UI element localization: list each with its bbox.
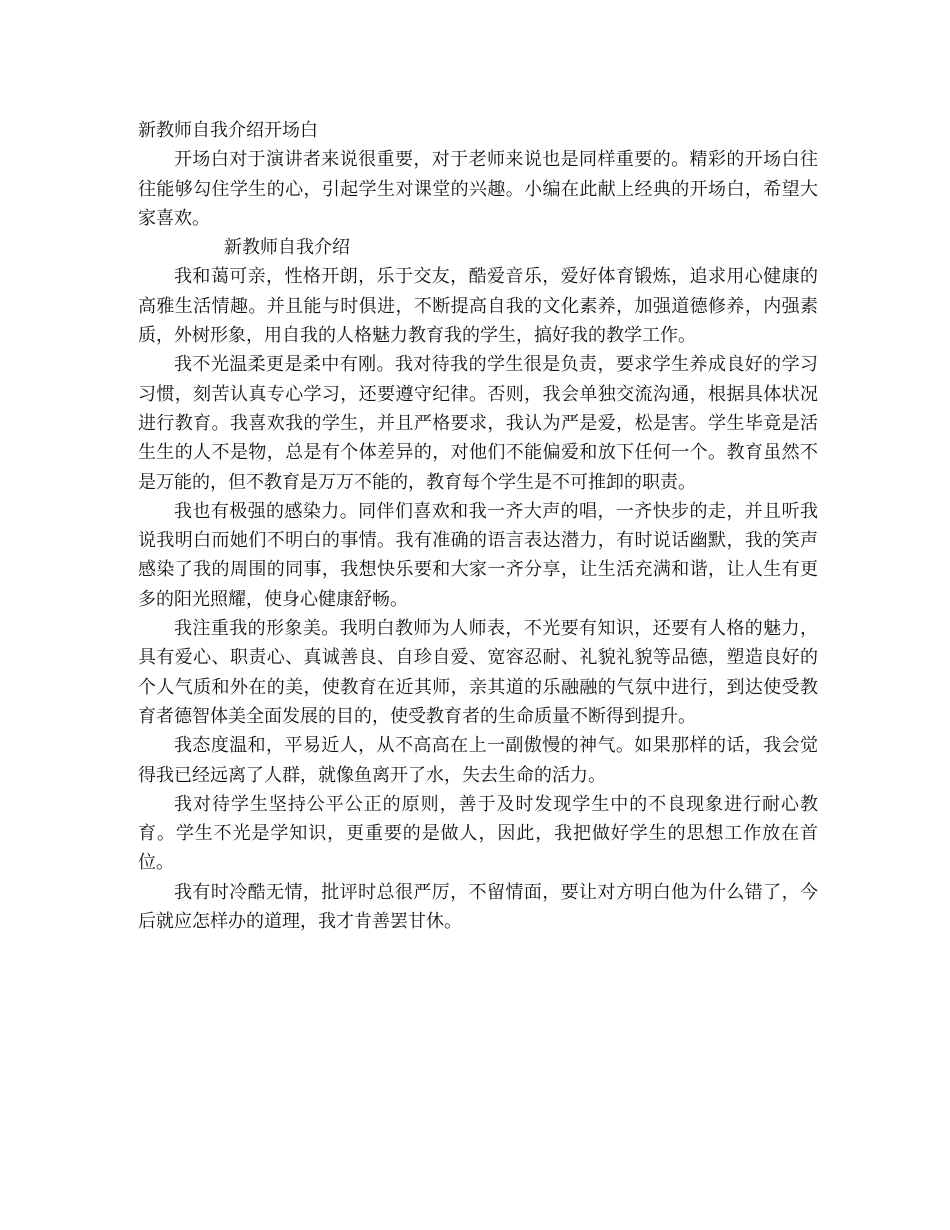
body-paragraph-5: 我态度温和，平易近人，从不高高在上一副傲慢的神气。如果那样的话，我会觉得我已经远离了人群，就像鱼离开了水，失去生命的活力。 bbox=[138, 735, 818, 786]
document-body bbox=[138, 116, 818, 936]
body-paragraph-4: 我注重我的形象美。我明白教师为人师表，不光要有知识，还要有人格的魅力，具有爱心、职责心、真诚善良、自珍自爱、宽容忍耐、礼貌礼貌等品德，塑造良好的个人气质和外在的美，使教育在近其师，亲其道的乐融融的气氛中进行，到达使受教育者德智体美全面发展的目的，使受教育者的生命质量不断得到提升。 bbox=[138, 618, 818, 727]
intro-paragraph: 开场白对于演讲者来说很重要，对于老师来说也是同样重要的。精彩的开场白往往能够勾住学生的心，引起学生对课堂的兴趣。小编在此献上经典的开场白，希望大家喜欢。 bbox=[138, 149, 818, 229]
document-title: 新教师自我介绍开场白 bbox=[138, 120, 318, 141]
body-paragraph-7: 我有时冷酷无情，批评时总很严厉，不留情面，要让对方明白他为什么错了，今后就应怎样办的道理，我才肯善罢甘休。 bbox=[138, 881, 818, 933]
body-paragraph-1: 我和蔼可亲，性格开朗，乐于交友，酷爱音乐，爱好体育锻炼，追求用心健康的高雅生活情趣。并且能与时俱进，不断提高自我的文化素养，加强道德修养，内强素质，外树形象，用自我的人格魅力教育我的学生，搞好我的教学工作。 bbox=[138, 266, 818, 347]
body-paragraph-3: 我也有极强的感染力。同伴们喜欢和我一齐大声的唱，一齐快步的走，并且听我说我明白而她们不明白的事情。我有准确的语言表达潜力，有时说话幽默，我的笑声感染了我的周围的同事，我想快乐要和大家一齐分享，让生活充满和谐，让人生有更多的阳光照耀，使身心健康舒畅。 bbox=[138, 500, 818, 610]
body-paragraph-6: 我对待学生坚持公平公正的原则，善于及时发现学生中的不良现象进行耐心教育。学生不光是学知识，更重要的是做人，因此，我把做好学生的思想工作放在首位。 bbox=[138, 793, 818, 874]
body-paragraph-2: 我不光温柔更是柔中有刚。我对待我的学生很是负责，要求学生养成良好的学习习惯，刻苦认真专心学习，还要遵守纪律。否则，我会单独交流沟通，根据具体状况进行教育。我喜欢我的学生，并且严格要求，我认为严是爱，松是害。学生毕竟是活生生的人不是物，总是有个体差异的，对他们不能偏爱和放下任何一个。教育虽然不是万能的，但不教育是万万不能的，教育每个学生是不可推卸的职责。 bbox=[138, 354, 818, 493]
section-subtitle: 新教师自我介绍 bbox=[224, 237, 350, 259]
